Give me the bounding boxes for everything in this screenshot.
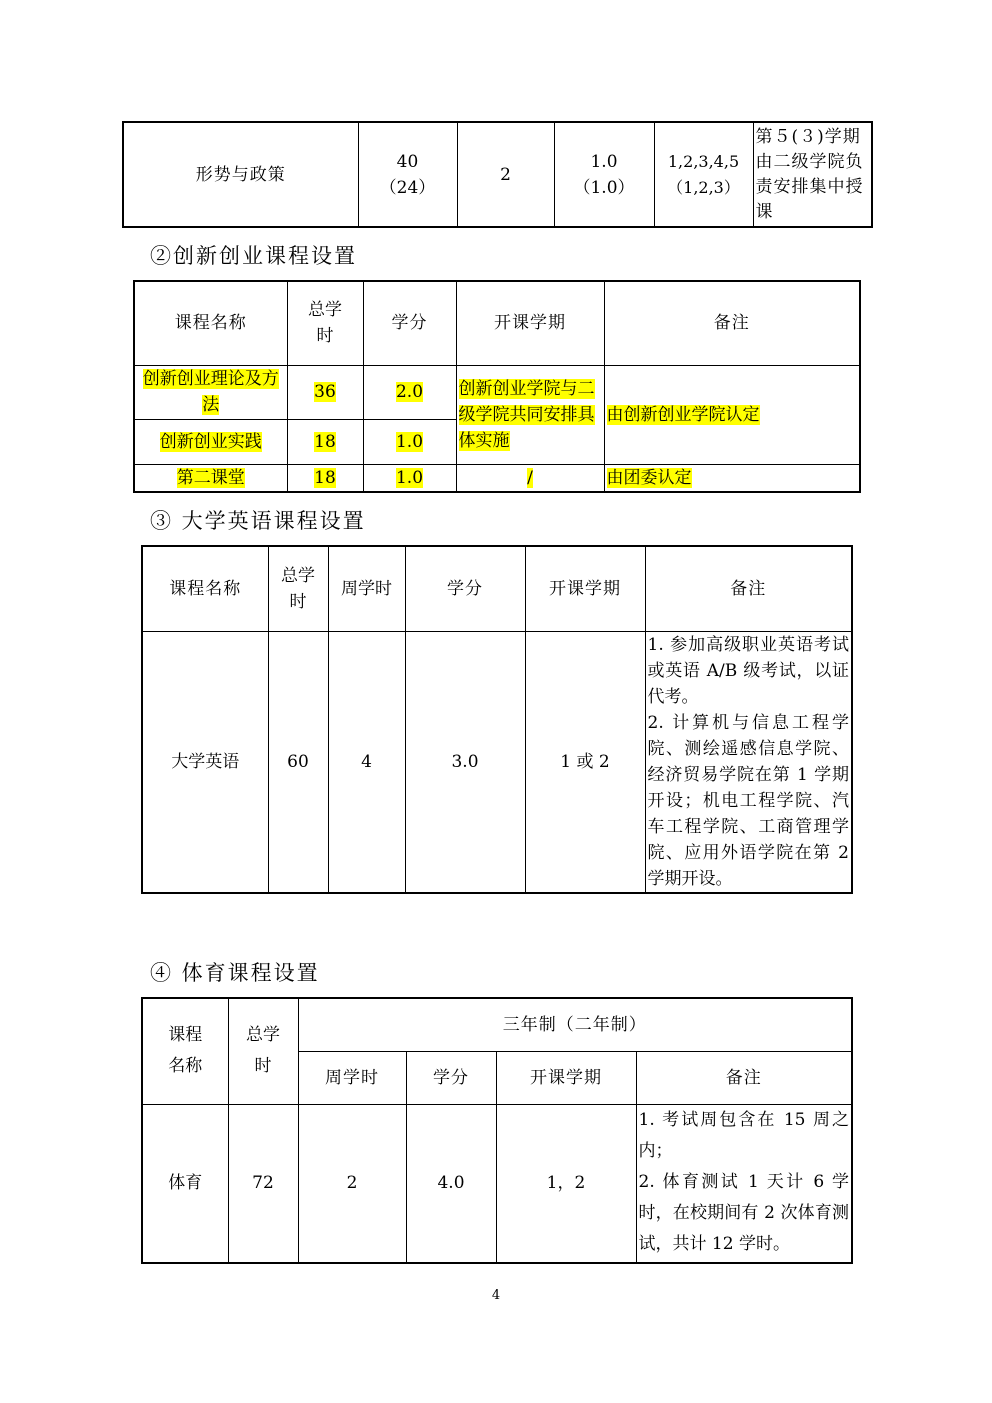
header-course-name: 课程名称 xyxy=(134,281,287,365)
credit xyxy=(554,122,654,227)
table-row-remark xyxy=(604,464,860,492)
credit-alt-value: （1.0） xyxy=(573,177,635,198)
credit-value: 4.0 xyxy=(406,1104,496,1263)
table-row-credit xyxy=(363,419,456,464)
merged-term-cell xyxy=(456,365,604,464)
header-total-hours: 总学时 xyxy=(268,546,328,631)
innovation-table xyxy=(133,280,861,493)
table-row-hours xyxy=(287,365,363,419)
table-row-term xyxy=(456,464,604,492)
header-course-name: 课程名称 xyxy=(142,546,268,631)
table-row-hours xyxy=(287,464,363,492)
term xyxy=(654,122,753,227)
table-row-hours xyxy=(287,419,363,464)
hours-alt-value: （24） xyxy=(379,177,436,198)
header-total-hours: 总学时 xyxy=(228,998,298,1104)
header-credit: 学分 xyxy=(363,281,456,365)
merged-remark-cell xyxy=(604,365,860,464)
course-name: 创新创业理论及方法 xyxy=(142,369,279,415)
total-hours xyxy=(358,122,457,227)
pe-table xyxy=(141,997,853,1264)
credit-value: 1.0 xyxy=(395,467,424,488)
term-value: 1，2 xyxy=(496,1104,636,1263)
page-number: 4 xyxy=(491,1288,501,1303)
remark-text: 由团委认定 xyxy=(606,467,692,488)
hours-value: 18 xyxy=(314,467,336,488)
header-remark: 备注 xyxy=(645,546,852,631)
table-row-name xyxy=(134,464,287,492)
term-value: 1 或 2 xyxy=(525,631,645,893)
header-weekly-hours: 周学时 xyxy=(328,546,405,631)
header-total-hours: 总学时 xyxy=(287,281,363,365)
hours-value: 60 xyxy=(268,631,328,893)
term-alt-value: （1,2,3） xyxy=(667,177,740,197)
credit-value: 1.0 xyxy=(395,431,424,452)
table-row-credit xyxy=(363,464,456,492)
hours-value: 36 xyxy=(314,382,336,402)
remark-cell xyxy=(636,1104,852,1263)
remark-line-2: 2. 计算机与信息工程学院、测绘遥感信息学院、经济贸易学院在第 1 学期开设；机电工程学院、汽车工程学院、工商管理学院、应用外语学院在第 2 学期开设。 xyxy=(647,712,849,889)
remark-line-1: 1. 考试周包含在 15 周之内； xyxy=(638,1109,849,1161)
header-credit: 学分 xyxy=(406,1051,496,1104)
section-title-english: ③ 大学英语课程设置 xyxy=(150,509,366,533)
header-term: 开课学期 xyxy=(496,1051,636,1104)
weekly-value: 4 xyxy=(328,631,405,893)
merged-remark-text: 由创新创业学院认定 xyxy=(606,404,760,425)
header-credit: 学分 xyxy=(405,546,525,631)
section-title-innovation: ②创新创业课程设置 xyxy=(150,244,357,268)
remark-line-2: 2. 体育测试 1 天计 6 学时，在校期间有 2 次体育测试，共计 12 学时。 xyxy=(638,1171,849,1254)
term-value: 1,2,3,4,5 xyxy=(667,151,740,171)
table-row-name xyxy=(134,365,287,419)
english-table xyxy=(141,545,853,894)
header-course-name: 课程名称 xyxy=(142,998,228,1104)
header-term: 开课学期 xyxy=(525,546,645,631)
course-name: 创新创业实践 xyxy=(159,431,262,452)
header-group: 三年制（二年制） xyxy=(298,998,852,1051)
remark: 第５(３)学期由二级学院负责安排集中授课 xyxy=(753,122,872,227)
weekly-value: 2 xyxy=(298,1104,406,1263)
section-title-pe: ④ 体育课程设置 xyxy=(150,961,320,985)
policy-table xyxy=(122,121,873,228)
header-term: 开课学期 xyxy=(456,281,604,365)
credit-value: 3.0 xyxy=(405,631,525,893)
term-value: / xyxy=(527,467,533,488)
header-remark: 备注 xyxy=(604,281,860,365)
course-name: 第二课堂 xyxy=(176,467,245,488)
course-name: 体育 xyxy=(142,1104,228,1263)
table-row-name xyxy=(134,419,287,464)
hours-value: 18 xyxy=(314,431,336,452)
course-name: 大学英语 xyxy=(142,631,268,893)
hours-value: 72 xyxy=(228,1104,298,1263)
table-row-credit xyxy=(363,365,456,419)
remark-line-1: 1. 参加高级职业英语考试或英语 A/B 级考试，以证代考。 xyxy=(647,634,849,707)
merged-term-text: 创新创业学院与二级学院共同安排具体实施 xyxy=(458,378,595,451)
course-name: 形势与政策 xyxy=(123,122,358,227)
hours-value: 40 xyxy=(396,151,419,172)
credit-value: 2.0 xyxy=(395,382,424,402)
header-remark: 备注 xyxy=(636,1051,852,1104)
credit-value: 1.0 xyxy=(590,151,618,172)
header-weekly-hours: 周学时 xyxy=(298,1051,406,1104)
remark-cell xyxy=(645,631,852,893)
weekly-hours: 2 xyxy=(457,122,554,227)
